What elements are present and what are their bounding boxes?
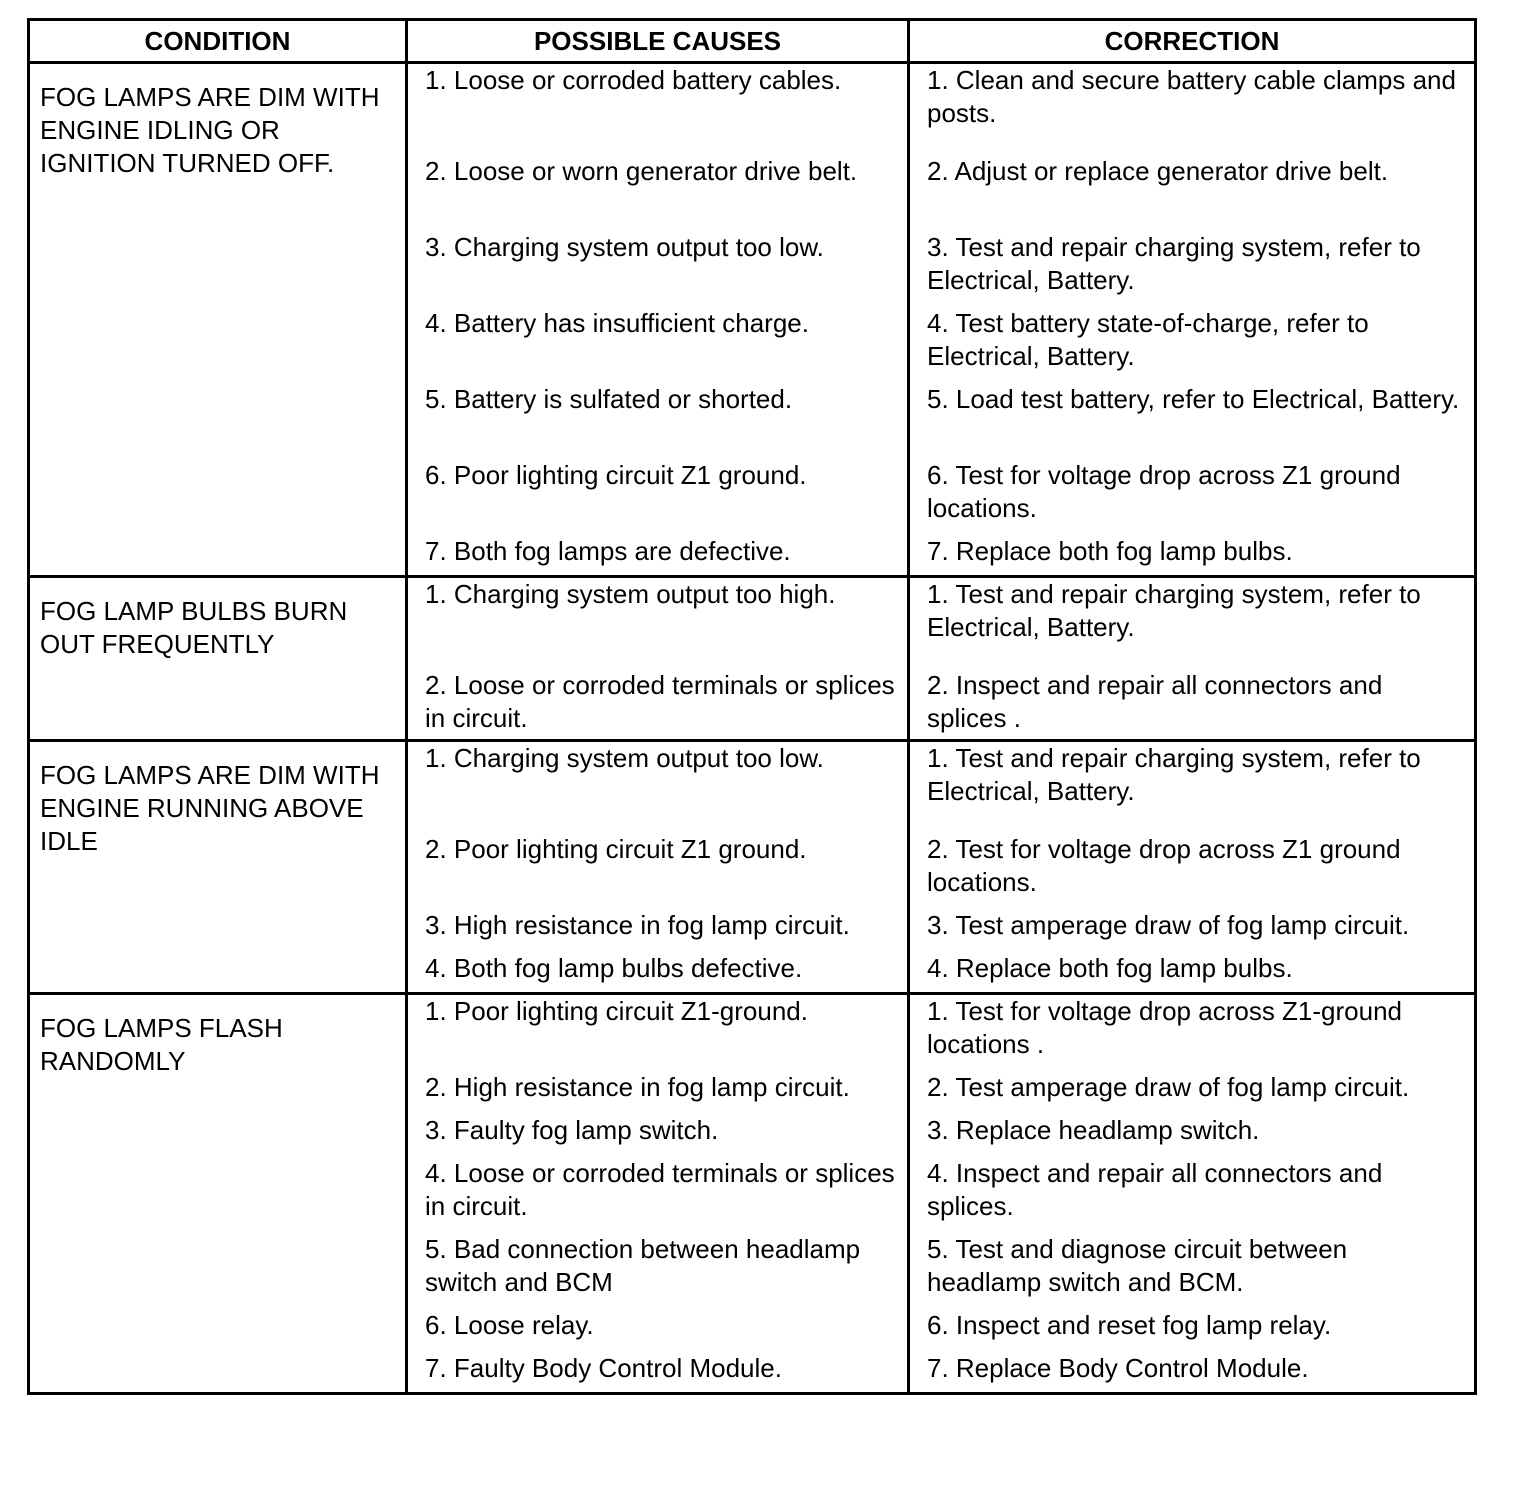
cause-item: 5. Battery is sulfated or shorted. <box>425 384 793 414</box>
table-row <box>29 741 1476 994</box>
correction-item: 1. Test and repair charging system, refer to Electrical, Battery. <box>927 579 1421 642</box>
condition-cell <box>29 577 407 741</box>
correction-item: 5. Load test battery, refer to Electrical, Battery. <box>927 384 1460 414</box>
correction-item: 1. Clean and secure battery cable clamps and posts. <box>927 65 1456 128</box>
correction-item: 3. Test amperage draw of fog lamp circuit. <box>927 910 1410 940</box>
condition-cell <box>29 994 407 1394</box>
cause-item: 4. Loose or corroded terminals or splices in circuit. <box>425 1158 895 1221</box>
corrections-cell <box>909 63 1476 577</box>
cause-item: 5. Bad connection between headlamp switch and BCM <box>425 1234 861 1297</box>
cause-item: 2. High resistance in fog lamp circuit. <box>425 1072 850 1102</box>
corrections-cell <box>909 741 1476 994</box>
correction-item: 3. Test and repair charging system, refer to Electrical, Battery. <box>927 232 1421 295</box>
cause-item: 6. Poor lighting circuit Z1 ground. <box>425 460 807 490</box>
condition-text: FOG LAMPS ARE DIM WITH ENGINE IDLING OR IGNITION TURNED OFF. <box>40 82 380 178</box>
causes-cell <box>407 577 909 741</box>
cause-item: 1. Charging system output too low. <box>425 743 824 773</box>
correction-item: 6. Inspect and reset fog lamp relay. <box>927 1310 1332 1340</box>
correction-header: CORRECTION <box>909 20 1476 63</box>
table-row <box>29 994 1476 1394</box>
correction-item: 7. Replace both fog lamp bulbs. <box>927 536 1293 566</box>
condition-text: FOG LAMPS FLASH RANDOMLY <box>40 1013 283 1076</box>
header-row <box>29 20 1476 63</box>
condition-cell <box>29 63 407 577</box>
correction-item: 5. Test and diagnose circuit between headlamp switch and BCM. <box>927 1234 1348 1297</box>
correction-item: 3. Replace headlamp switch. <box>927 1115 1260 1145</box>
correction-item: 4. Test battery state-of-charge, refer to Electrical, Battery. <box>927 308 1369 371</box>
correction-item: 1. Test for voltage drop across Z1-ground locations . <box>927 996 1402 1059</box>
cause-item: 2. Loose or corroded terminals or splices in circuit. <box>425 670 895 733</box>
corrections-cell <box>909 994 1476 1394</box>
correction-item: 7. Replace Body Control Module. <box>927 1353 1309 1383</box>
cause-item: 7. Faulty Body Control Module. <box>425 1353 782 1383</box>
condition-header: CONDITION <box>29 20 407 63</box>
correction-item: 1. Test and repair charging system, refer to Electrical, Battery. <box>927 743 1421 806</box>
condition-text: FOG LAMP BULBS BURN OUT FREQUENTLY <box>40 596 348 659</box>
cause-item: 1. Charging system output too high. <box>425 579 836 609</box>
cause-item: 4. Both fog lamp bulbs defective. <box>425 953 803 983</box>
correction-item: 2. Test for voltage drop across Z1 ground locations. <box>927 834 1401 897</box>
correction-item: 2. Inspect and repair all connectors and splices . <box>927 670 1383 733</box>
corrections-cell <box>909 577 1476 741</box>
cause-item: 2. Loose or worn generator drive belt. <box>425 156 858 186</box>
cause-item: 3. Faulty fog lamp switch. <box>425 1115 719 1145</box>
condition-text: FOG LAMPS ARE DIM WITH ENGINE RUNNING ABOVE IDLE <box>40 760 380 856</box>
correction-item: 2. Test amperage draw of fog lamp circuit. <box>927 1072 1410 1102</box>
causes-cell <box>407 63 909 577</box>
correction-item: 4. Inspect and repair all connectors and splices. <box>927 1158 1383 1221</box>
cause-item: 6. Loose relay. <box>425 1310 594 1340</box>
condition-cell <box>29 741 407 994</box>
causes-cell <box>407 741 909 994</box>
cause-item: 3. Charging system output too low. <box>425 232 824 262</box>
causes-header: POSSIBLE CAUSES <box>407 20 909 63</box>
table-row <box>29 577 1476 741</box>
cause-item: 7. Both fog lamps are defective. <box>425 536 791 566</box>
cause-item: 2. Poor lighting circuit Z1 ground. <box>425 834 807 864</box>
cause-item: 1. Loose or corroded battery cables. <box>425 65 842 95</box>
correction-item: 6. Test for voltage drop across Z1 ground locations. <box>927 460 1401 523</box>
correction-item: 2. Adjust or replace generator drive belt. <box>927 156 1389 186</box>
correction-item: 4. Replace both fog lamp bulbs. <box>927 953 1293 983</box>
cause-item: 1. Poor lighting circuit Z1-ground. <box>425 996 808 1026</box>
diagnosis-table <box>27 18 1477 1395</box>
causes-cell <box>407 994 909 1394</box>
cause-item: 3. High resistance in fog lamp circuit. <box>425 910 850 940</box>
cause-item: 4. Battery has insufficient charge. <box>425 308 809 338</box>
table-row <box>29 63 1476 577</box>
